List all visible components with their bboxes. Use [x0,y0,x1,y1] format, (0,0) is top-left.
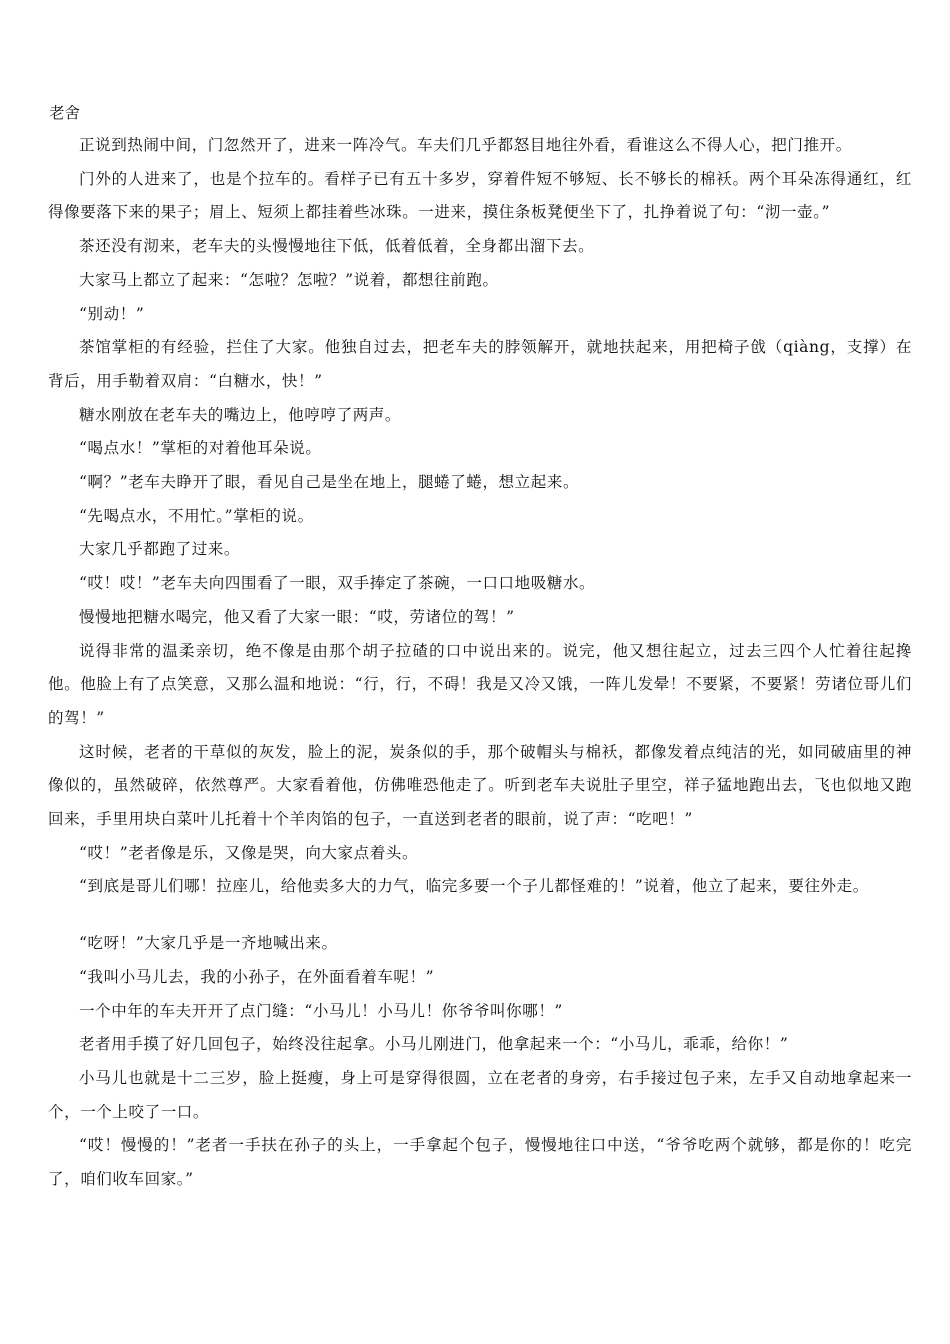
paragraph: 门外的人进来了，也是个拉车的。看样子已有五十多岁，穿着件短不够短、长不够长的棉袄。两个耳朵冻得通红，红得像要落下来的果子；眉上、短须上都挂着些冰珠。一进来，摸住条板凳便坐下了，扎挣着说了句：“沏一壶。” [48,169,912,222]
paragraph: 茶还没有沏来，老车夫的头慢慢地往下低，低着低着，全身都出溜下去。 [79,237,595,256]
paragraph: “吃呀！”大家几乎是一齐地喊出来。 [79,934,338,953]
paragraph: 这时候，老者的干草似的灰发，脸上的泥，炭条似的手，那个破帽头与棉袄，都像发着点纯洁的光，如同破庙里的神像似的，虽然破碎，依然尊严。大家看着他，仿佛唯恐他走了。听到老车夫说肚子里空，祥子猛地跑出去，飞也似地又跑回来，手里用块白菜叶儿托着十个羊肉馅的包子，一直送到老者的眼前，说了声：“吃吧！” [48,742,912,829]
paragraph: 一个中年的车夫开开了点门缝：“小马儿！小马儿！你爷爷叫你哪！” [79,1001,563,1020]
paragraph: 大家几乎都跑了过来。 [79,540,241,559]
paragraph: “我叫小马儿去，我的小孙子，在外面看着车呢！” [79,967,435,986]
paragraph: 糖水刚放在老车夫的嘴边上，他哼哼了两声。 [79,405,402,424]
author-name: 老舍 [49,104,81,122]
paragraph: 说得非常的温柔亲切，绝不像是由那个胡子拉碴的口中说出来的。说完，他又想往起立，过去三四个人忙着往起搀他。他脸上有了点笑意，又那么温和地说：“行，行，不碍！我是又冷又饿，一阵儿发晕！不要紧，不要紧！劳诸位哥儿们的驾！” [48,641,912,727]
blank-line [48,904,912,927]
paragraph: “到底是哥儿们哪！拉座儿，给他卖多大的力气，临完多要一个子儿都怪难的！”说着，他立了起来，要往外走。 [79,877,869,896]
paragraph: 大家马上都立了起来：“怎啦？怎啦？”说着，都想往前跑。 [79,270,499,289]
paragraph: “别动！” [79,304,145,323]
story-body [48,129,912,1197]
paragraph: “先喝点水，不用忙。”掌柜的说。 [79,506,314,525]
paragraph: 老者用手摸了好几回包子，始终没往起拿。小马儿刚进门，他拿起来一个：“小马儿，乖乖，给你！” [79,1035,789,1054]
paragraph: “哎！慢慢的！”老者一手扶在孙子的头上，一手拿起个包子，慢慢地往口中送，“爷爷吃两个就够，都是你的！吃完了，咱们收车回家。” [48,1136,912,1189]
paragraph: “哎！”老者像是乐，又像是哭，向大家点着头。 [79,843,419,862]
paragraph: 慢慢地把糖水喝完，他又看了大家一眼：“哎，劳诸位的驾！” [79,607,515,626]
paragraph: “哎！哎！”老车夫向四围看了一眼，双手捧定了茶碗，一口口地吸糖水。 [79,574,596,593]
paragraph: 小马儿也就是十二三岁，脸上挺瘦，身上可是穿得很圆，立在老者的身旁，右手接过包子来，左手又自动地拿起来一个，一个上咬了一口。 [48,1068,912,1121]
paragraph: 正说到热闹中间，门忽然开了，进来一阵冷气。车夫们几乎都怒目地往外看，看谁这么不得人心，把门推开。 [79,136,852,154]
paragraph: “喝点水！”掌柜的对着他耳朵说。 [79,439,322,458]
paragraph: “啊？”老车夫睁开了眼，看见自己是坐在地上，腿蜷了蜷，想立起来。 [79,473,580,492]
paragraph: 茶馆掌柜的有经验，拦住了大家。他独自过去，把老车夫的脖领解开，就地扶起来，用把椅子戗（qiàng，支撑）在背后，用手勒着双肩：“白糖水，快！” [48,338,912,390]
